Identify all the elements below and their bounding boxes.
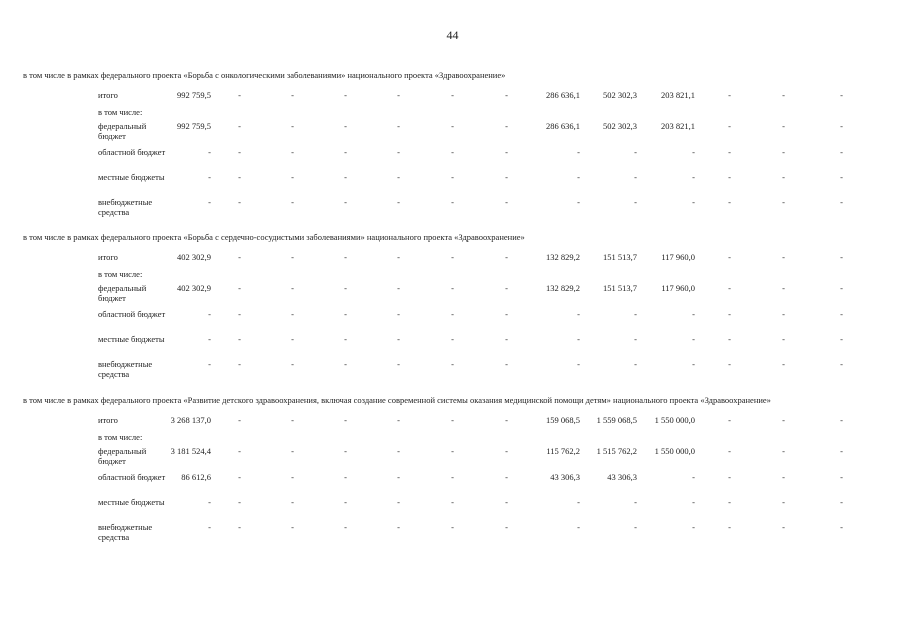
table-cell: - <box>397 121 400 131</box>
table-cell: - <box>782 359 785 369</box>
section-heading: в том числе в рамках федерального проекта «Борьба с онкологическими заболеваниями» национального проекта «Здравоохранение» <box>23 70 506 80</box>
table-cell: 1 550 000,0 <box>654 415 695 425</box>
table-cell: - <box>728 283 731 293</box>
table-cell: - <box>505 283 508 293</box>
table-cell: 992 759,5 <box>177 90 211 100</box>
table-cell: - <box>291 359 294 369</box>
table-cell: - <box>840 334 843 344</box>
table-cell: - <box>238 309 241 319</box>
table-cell: - <box>291 172 294 182</box>
table-cell: - <box>291 334 294 344</box>
table-cell: 1 559 068,5 <box>596 415 637 425</box>
table-cell: 1 515 762,2 <box>596 446 637 456</box>
table-cell: - <box>344 90 347 100</box>
table-cell: - <box>451 252 454 262</box>
table-cell: - <box>505 446 508 456</box>
table-cell: - <box>634 522 637 532</box>
table-cell: - <box>840 283 843 293</box>
table-row <box>0 359 905 385</box>
table-cell: - <box>505 90 508 100</box>
table-cell: - <box>840 172 843 182</box>
table-cell: - <box>692 147 695 157</box>
table-cell: 203 821,1 <box>661 121 695 131</box>
table-cell: - <box>397 472 400 482</box>
table-cell: - <box>344 309 347 319</box>
table-cell: - <box>728 472 731 482</box>
table-cell: - <box>397 522 400 532</box>
table-cell: 203 821,1 <box>661 90 695 100</box>
table-cell: - <box>451 147 454 157</box>
row-label: местные бюджеты <box>98 334 165 344</box>
table-cell: - <box>728 309 731 319</box>
table-cell: - <box>505 121 508 131</box>
table-cell: 402 302,9 <box>177 252 211 262</box>
table-cell: - <box>782 522 785 532</box>
table-cell: - <box>840 121 843 131</box>
table-cell: - <box>344 415 347 425</box>
table-cell: 43 306,3 <box>550 472 580 482</box>
table-cell: - <box>840 197 843 207</box>
table-cell: - <box>451 90 454 100</box>
table-cell: - <box>782 147 785 157</box>
table-cell: - <box>238 172 241 182</box>
table-cell: - <box>692 334 695 344</box>
table-cell: - <box>782 252 785 262</box>
table-cell: - <box>577 309 580 319</box>
table-cell: - <box>451 359 454 369</box>
table-cell: - <box>451 497 454 507</box>
table-cell: - <box>397 334 400 344</box>
row-label: внебюджетные средства <box>98 197 153 217</box>
table-cell: 992 759,5 <box>177 121 211 131</box>
table-cell: - <box>344 172 347 182</box>
row-label: федеральный бюджет <box>98 446 147 466</box>
table-cell: - <box>238 334 241 344</box>
table-cell: 132 829,2 <box>546 283 580 293</box>
table-cell: - <box>291 415 294 425</box>
table-row <box>0 472 905 498</box>
table-cell: - <box>782 197 785 207</box>
table-cell: - <box>840 90 843 100</box>
table-cell: - <box>728 415 731 425</box>
table-cell: - <box>344 121 347 131</box>
table-cell: - <box>505 197 508 207</box>
table-row <box>0 446 905 472</box>
row-label: итого <box>98 90 118 100</box>
row-label: местные бюджеты <box>98 172 165 182</box>
table-cell: 3 268 137,0 <box>170 415 211 425</box>
table-cell: - <box>692 197 695 207</box>
table-cell: - <box>291 472 294 482</box>
table-cell: - <box>238 522 241 532</box>
table-cell: - <box>692 472 695 482</box>
table-cell: - <box>634 309 637 319</box>
table-cell: 132 829,2 <box>546 252 580 262</box>
table-cell: - <box>505 172 508 182</box>
table-cell: - <box>291 147 294 157</box>
table-cell: - <box>344 252 347 262</box>
table-cell: - <box>728 90 731 100</box>
table-cell: - <box>208 334 211 344</box>
table-cell: - <box>344 334 347 344</box>
table-cell: - <box>291 252 294 262</box>
table-cell: - <box>344 522 347 532</box>
row-label: итого <box>98 415 118 425</box>
table-cell: - <box>344 359 347 369</box>
table-cell: - <box>238 446 241 456</box>
table-cell: - <box>634 334 637 344</box>
table-cell: - <box>577 522 580 532</box>
table-cell: - <box>728 446 731 456</box>
table-cell: - <box>208 522 211 532</box>
table-row <box>0 522 905 548</box>
table-cell: 117 960,0 <box>661 252 695 262</box>
table-cell: - <box>291 497 294 507</box>
table-cell: - <box>505 472 508 482</box>
table-cell: - <box>782 172 785 182</box>
table-cell: - <box>692 497 695 507</box>
table-cell: - <box>577 334 580 344</box>
table-cell: - <box>451 446 454 456</box>
table-cell: - <box>238 197 241 207</box>
table-cell: - <box>291 121 294 131</box>
table-cell: - <box>505 497 508 507</box>
table-cell: - <box>208 359 211 369</box>
table-cell: - <box>238 415 241 425</box>
row-label: в том числе: <box>98 269 143 279</box>
table-cell: - <box>634 197 637 207</box>
table-cell: - <box>728 497 731 507</box>
table-cell: 117 960,0 <box>661 283 695 293</box>
table-cell: - <box>238 147 241 157</box>
row-label: областной бюджет <box>98 472 166 482</box>
table-cell: - <box>782 446 785 456</box>
table-cell: - <box>451 283 454 293</box>
table-cell: - <box>577 172 580 182</box>
table-cell: - <box>505 309 508 319</box>
row-label: итого <box>98 252 118 262</box>
row-label: федеральный бюджет <box>98 283 147 303</box>
table-cell: - <box>782 309 785 319</box>
table-cell: - <box>397 309 400 319</box>
table-cell: - <box>344 497 347 507</box>
table-cell: - <box>238 90 241 100</box>
table-cell: - <box>577 359 580 369</box>
table-cell: - <box>451 415 454 425</box>
table-row <box>0 121 905 147</box>
row-label: областной бюджет <box>98 309 166 319</box>
row-label: в том числе: <box>98 432 143 442</box>
table-cell: - <box>397 147 400 157</box>
table-cell: - <box>238 283 241 293</box>
table-cell: - <box>840 309 843 319</box>
table-cell: - <box>840 415 843 425</box>
table-cell: 151 513,7 <box>603 283 637 293</box>
table-cell: - <box>728 334 731 344</box>
table-cell: - <box>505 522 508 532</box>
table-cell: - <box>840 359 843 369</box>
table-cell: - <box>505 359 508 369</box>
table-cell: - <box>451 172 454 182</box>
table-cell: 402 302,9 <box>177 283 211 293</box>
table-cell: - <box>451 121 454 131</box>
table-cell: - <box>291 522 294 532</box>
table-cell: - <box>728 197 731 207</box>
table-cell: - <box>840 252 843 262</box>
section-heading: в том числе в рамках федерального проекта «Борьба с сердечно-сосудистыми заболеваниями» национального проекта «Здравоохранение» <box>23 232 525 242</box>
table-cell: - <box>397 252 400 262</box>
table-cell: - <box>692 309 695 319</box>
table-cell: - <box>397 283 400 293</box>
row-label: местные бюджеты <box>98 497 165 507</box>
table-cell: 159 068,5 <box>546 415 580 425</box>
table-cell: - <box>728 522 731 532</box>
table-row <box>0 309 905 335</box>
table-cell: - <box>782 472 785 482</box>
table-cell: 502 302,3 <box>603 121 637 131</box>
table-cell: - <box>728 252 731 262</box>
table-cell: - <box>344 283 347 293</box>
table-cell: - <box>782 415 785 425</box>
table-cell: - <box>208 147 211 157</box>
table-cell: - <box>238 359 241 369</box>
table-cell: - <box>728 121 731 131</box>
table-cell: 151 513,7 <box>603 252 637 262</box>
table-cell: - <box>782 283 785 293</box>
table-cell: 43 306,3 <box>607 472 637 482</box>
table-row <box>0 172 905 198</box>
table-cell: - <box>505 252 508 262</box>
table-cell: - <box>505 147 508 157</box>
table-cell: - <box>840 147 843 157</box>
table-cell: 286 636,1 <box>546 90 580 100</box>
table-cell: 502 302,3 <box>603 90 637 100</box>
table-cell: - <box>451 309 454 319</box>
table-cell: 86 612,6 <box>181 472 211 482</box>
table-cell: - <box>840 522 843 532</box>
table-cell: - <box>397 197 400 207</box>
table-cell: - <box>291 197 294 207</box>
table-cell: - <box>344 147 347 157</box>
table-cell: - <box>451 522 454 532</box>
table-cell: - <box>634 359 637 369</box>
table-cell: - <box>238 121 241 131</box>
table-cell: - <box>451 334 454 344</box>
table-cell: - <box>238 497 241 507</box>
table-cell: - <box>692 172 695 182</box>
table-cell: - <box>577 497 580 507</box>
table-cell: - <box>634 147 637 157</box>
table-row <box>0 197 905 223</box>
table-row <box>0 497 905 523</box>
table-cell: - <box>208 309 211 319</box>
table-cell: - <box>634 172 637 182</box>
table-cell: - <box>397 415 400 425</box>
table-cell: - <box>238 252 241 262</box>
row-label: внебюджетные средства <box>98 522 153 542</box>
table-row <box>0 334 905 360</box>
table-cell: - <box>291 283 294 293</box>
table-cell: - <box>344 472 347 482</box>
table-cell: - <box>782 121 785 131</box>
table-cell: - <box>397 497 400 507</box>
table-cell: - <box>451 197 454 207</box>
table-cell: - <box>728 359 731 369</box>
table-row <box>0 283 905 309</box>
table-cell: - <box>344 446 347 456</box>
table-cell: - <box>840 497 843 507</box>
section-heading: в том числе в рамках федерального проекта «Развитие детского здравоохранения, включая создание современной системы оказания медицинской помощи детям» национального проекта «Здравоохранение» <box>23 395 771 405</box>
table-cell: - <box>291 446 294 456</box>
table-cell: - <box>291 309 294 319</box>
row-label: областной бюджет <box>98 147 166 157</box>
table-cell: - <box>291 90 294 100</box>
table-cell: - <box>397 446 400 456</box>
row-label: внебюджетные средства <box>98 359 153 379</box>
table-cell: 3 181 524,4 <box>170 446 211 456</box>
table-cell: - <box>692 359 695 369</box>
table-cell: - <box>577 147 580 157</box>
table-cell: - <box>208 172 211 182</box>
table-cell: 286 636,1 <box>546 121 580 131</box>
table-cell: - <box>782 90 785 100</box>
table-cell: - <box>840 472 843 482</box>
table-cell: - <box>344 197 347 207</box>
table-cell: - <box>208 497 211 507</box>
table-cell: 1 550 000,0 <box>654 446 695 456</box>
table-cell: - <box>238 472 241 482</box>
row-label: федеральный бюджет <box>98 121 147 141</box>
table-cell: - <box>505 334 508 344</box>
row-label: в том числе: <box>98 107 143 117</box>
table-cell: - <box>782 334 785 344</box>
table-cell: - <box>840 446 843 456</box>
page-number: 44 <box>446 28 459 42</box>
table-cell: - <box>577 197 580 207</box>
table-cell: - <box>208 197 211 207</box>
table-row <box>0 147 905 173</box>
table-cell: - <box>692 522 695 532</box>
table-cell: - <box>451 472 454 482</box>
table-cell: - <box>634 497 637 507</box>
table-cell: 115 762,2 <box>546 446 580 456</box>
table-cell: - <box>397 172 400 182</box>
table-cell: - <box>397 359 400 369</box>
table-cell: - <box>505 415 508 425</box>
table-cell: - <box>728 147 731 157</box>
table-cell: - <box>782 497 785 507</box>
table-cell: - <box>728 172 731 182</box>
table-cell: - <box>397 90 400 100</box>
